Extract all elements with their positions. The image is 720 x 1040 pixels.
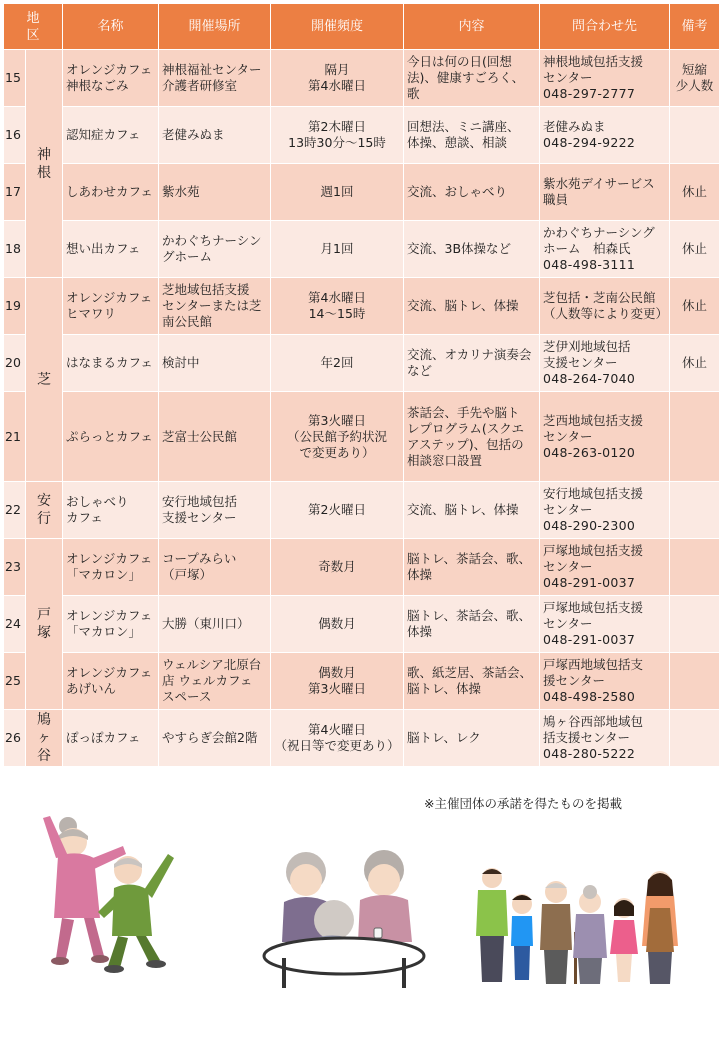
header-row	[4, 4, 720, 50]
remarks	[670, 335, 720, 392]
remarks-line: 休止	[681, 298, 707, 313]
content-line: 交流、3B体操など	[407, 241, 512, 256]
frequency-line: 第4火曜日	[308, 722, 366, 737]
cafe-name-line: あげいん	[66, 681, 117, 696]
venue-line: 支援センター	[162, 510, 237, 525]
cafe-name-line: 想い出カフェ	[66, 241, 141, 256]
content	[404, 653, 540, 710]
frequency	[271, 653, 404, 710]
cafe-name-line: オレンジカフェ	[66, 290, 153, 305]
cafe-name-line: ぽっぽカフェ	[66, 730, 141, 745]
district-kamine	[26, 50, 63, 278]
frequency-line: 偶数月	[318, 665, 356, 680]
venue-line: 老健みぬま	[162, 127, 225, 142]
table-row	[4, 482, 720, 539]
content	[404, 482, 540, 539]
cafe-name	[63, 164, 159, 221]
cafe-name	[63, 221, 159, 278]
frequency-line: 年2回	[320, 355, 354, 370]
contact-line: 戸塚西地域包括支	[543, 657, 644, 672]
table-row	[4, 392, 720, 482]
frequency-line: 第4水曜日	[308, 78, 366, 93]
contact	[540, 50, 670, 107]
cafe-name	[63, 335, 159, 392]
content	[404, 392, 540, 482]
remarks	[670, 653, 720, 710]
contact	[540, 653, 670, 710]
content	[404, 539, 540, 596]
venue-line: やすらぎ会館2階	[162, 730, 258, 745]
cafe-name-line: オレンジカフェ	[66, 551, 153, 566]
content-line: レプログラム(スクエ	[407, 420, 525, 436]
content-line: アステップ)、包括の	[407, 436, 524, 452]
content	[404, 221, 540, 278]
content	[404, 335, 540, 392]
contact-line: 神根地域包括支援	[543, 54, 644, 69]
remarks	[670, 221, 720, 278]
contact-line: 紫水苑デイサービス	[543, 176, 655, 191]
content-line: 体操、憩談、相談	[407, 135, 508, 150]
frequency-line: 14～15時	[308, 306, 366, 321]
venue	[159, 392, 271, 482]
row-number: 22	[4, 482, 26, 539]
district-label: 神根	[37, 146, 51, 181]
contact	[540, 107, 670, 164]
contact	[540, 539, 670, 596]
content-line: 脳トレ、茶話会、歌、	[407, 608, 532, 623]
contact	[540, 482, 670, 539]
contact-line: 048-263-0120	[543, 444, 636, 460]
contact-line: センター	[543, 428, 593, 444]
content-line: 脳トレ、レク	[407, 730, 481, 745]
venue-line: グホーム	[162, 249, 213, 264]
cafe-name	[63, 278, 159, 335]
content-line: 交流、脳トレ、体操	[407, 502, 519, 517]
table-row	[4, 335, 720, 392]
cafe-name	[63, 50, 159, 107]
district-label: 芝	[37, 371, 51, 388]
venue	[159, 335, 271, 392]
venue	[159, 50, 271, 107]
contact-line: 048-280-5222	[543, 746, 636, 761]
row-number: 25	[4, 653, 26, 710]
venue-line: ウェルシア北原台	[162, 657, 262, 672]
district-char: 行	[37, 511, 51, 527]
row-number: 21	[4, 392, 26, 482]
contact	[540, 710, 670, 767]
remarks-line: 少人数	[675, 78, 714, 93]
district-totsuka	[26, 539, 63, 710]
venue-line: 店 ウェルカフェ	[162, 673, 253, 688]
cafe-name-line: ヒマワリ	[66, 306, 117, 321]
frequency	[271, 335, 404, 392]
venue-line: 紫水苑	[162, 184, 200, 199]
contact-line: ホーム 柏森氏	[543, 241, 631, 256]
venue-line: 芝地域包括支援	[162, 282, 250, 297]
district-char: 安	[37, 493, 51, 509]
frequency-line: 13時30分～15時	[288, 135, 386, 150]
venue	[159, 221, 271, 278]
contact-line: 芝西地域包括支援	[543, 412, 644, 428]
venue	[159, 482, 271, 539]
cafe-name	[63, 539, 159, 596]
header-name: 名称	[63, 4, 159, 50]
footnote: ※主催団体の承諾を得たものを掲載	[424, 796, 622, 811]
venue	[159, 539, 271, 596]
cafe-name-line: おしゃべり	[66, 494, 129, 509]
contact-line: 048-290-2300	[543, 518, 636, 533]
frequency-line: 奇数月	[318, 559, 356, 574]
row-number: 23	[4, 539, 26, 596]
content	[404, 164, 540, 221]
cafe-name-line: しあわせカフェ	[66, 184, 153, 199]
cafe-name-line: 神根なごみ	[66, 78, 129, 93]
contact-line: 048-294-9222	[543, 135, 636, 150]
venue-line: 大勝（東川口）	[162, 616, 250, 631]
contact-line: 048-291-0037	[543, 575, 636, 590]
content-line: 歌、紙芝居、茶話会、	[407, 665, 533, 680]
contact-line: かわぐちナーシング	[543, 225, 655, 240]
contact-line: 括支援センター	[543, 730, 631, 745]
remarks-line: 休止	[681, 241, 707, 256]
cafe-name	[63, 653, 159, 710]
frequency	[271, 107, 404, 164]
frequency	[271, 278, 404, 335]
row-number: 18	[4, 221, 26, 278]
contact-line: 支援センター	[543, 355, 618, 370]
cafe-table	[3, 3, 720, 767]
contact	[540, 278, 670, 335]
cafe-name	[63, 482, 159, 539]
content-line: 法)、健康すごろく、歌	[407, 70, 525, 101]
content-line: 脳トレ、茶話会、歌、	[407, 551, 532, 566]
row-number: 16	[4, 107, 26, 164]
cafe-name-line: オレンジカフェ	[66, 62, 153, 77]
contact-line: 安行地域包括支援	[543, 486, 644, 501]
frequency	[271, 164, 404, 221]
table-row	[4, 50, 720, 107]
content-line: 交流、オカリナ演奏会	[407, 347, 532, 362]
contact-line: 芝伊刈地域包括	[543, 339, 631, 354]
frequency	[271, 482, 404, 539]
frequency	[271, 50, 404, 107]
contact-line: 048-291-0037	[543, 632, 636, 647]
content-line: 体操	[407, 624, 433, 639]
venue	[159, 710, 271, 767]
content-line: 交流、おしゃべり	[407, 184, 508, 199]
frequency	[271, 221, 404, 278]
frequency-line: 第3火曜日	[308, 412, 366, 428]
table-row	[4, 221, 720, 278]
cafe-name-line: 「マカロン」	[66, 567, 142, 582]
frequency-line: 偶数月	[318, 616, 356, 631]
remarks	[670, 50, 720, 107]
cafe-name-line: ぷらっとカフェ	[66, 428, 153, 444]
frequency	[271, 596, 404, 653]
remarks-line: 短縮	[681, 62, 707, 77]
cafe-name-line: はなまるカフェ	[66, 355, 153, 370]
venue	[159, 107, 271, 164]
district-char: ヶ	[37, 730, 51, 746]
frequency-line: 第3火曜日	[308, 681, 366, 696]
contact	[540, 335, 670, 392]
contact-line: センター	[543, 559, 593, 574]
venue-line: （戸塚）	[162, 567, 213, 582]
district-hatogaya	[26, 710, 63, 767]
table-row	[4, 539, 720, 596]
venue-line: 介護者研修室	[162, 78, 238, 93]
remarks	[670, 164, 720, 221]
contact-line: 戸塚地域包括支援	[543, 600, 644, 615]
cafe-name-line: カフェ	[66, 510, 103, 525]
contact	[540, 596, 670, 653]
remarks	[670, 710, 720, 767]
contact-line: センター	[543, 70, 593, 85]
elderly-tea-talk-illustration	[262, 842, 427, 992]
three-generation-family-illustration	[470, 862, 690, 987]
frequency-line: 第4水曜日	[308, 290, 366, 305]
contact-line: 048-264-7040	[543, 371, 636, 386]
contact-line: センター	[543, 616, 593, 631]
row-number: 20	[4, 335, 26, 392]
venue-line: スペース	[162, 689, 212, 704]
cafe-table-body	[4, 50, 720, 767]
remarks-line: 休止	[681, 355, 707, 370]
frequency-line: （公民館予約状況	[286, 428, 387, 444]
district-label: 戸塚	[37, 607, 51, 641]
contact-line: 職員	[543, 192, 569, 207]
content-line: 茶話会、手先や脳ト	[407, 404, 520, 420]
content-line: 交流、脳トレ、体操	[407, 298, 519, 313]
venue	[159, 596, 271, 653]
table-row	[4, 278, 720, 335]
cafe-name-line: 「マカロン」	[66, 624, 142, 639]
exercising-elderly-couple-illustration	[28, 808, 178, 973]
contact-line: 戸塚地域包括支援	[543, 543, 644, 558]
remarks	[670, 539, 720, 596]
venue-line: 南公民館	[162, 314, 213, 329]
header-content: 内容	[404, 4, 540, 50]
table-row	[4, 710, 720, 767]
venue-line: 検討中	[162, 355, 200, 370]
content-line: 脳トレ、体操	[407, 681, 482, 696]
remarks	[670, 107, 720, 164]
frequency	[271, 392, 404, 482]
venue-line: 安行地域包括	[162, 494, 238, 509]
header-district: 地区	[4, 4, 63, 50]
district-shiba	[26, 278, 63, 482]
frequency-line: （祝日等で変更あり）	[274, 738, 400, 753]
row-number: 26	[4, 710, 26, 767]
frequency-line: で変更あり）	[299, 444, 375, 460]
contact	[540, 164, 670, 221]
content	[404, 107, 540, 164]
content	[404, 710, 540, 767]
table-row	[4, 653, 720, 710]
cafe-name	[63, 107, 159, 164]
contact-line: 鳩ヶ谷西部地域包	[543, 714, 644, 729]
remarks-line: 休止	[681, 184, 707, 199]
frequency-line: 週1回	[320, 184, 354, 199]
content-line: 回想法、ミニ講座、	[407, 119, 520, 134]
content-line: 体操	[407, 567, 433, 582]
table-row	[4, 107, 720, 164]
row-number: 24	[4, 596, 26, 653]
table-row	[4, 164, 720, 221]
table-row	[4, 596, 720, 653]
frequency	[271, 539, 404, 596]
venue	[159, 653, 271, 710]
header-frequency: 開催頻度	[271, 4, 404, 50]
district-char: 谷	[37, 748, 51, 764]
row-number: 19	[4, 278, 26, 335]
frequency-line: 月1回	[320, 241, 354, 256]
cafe-name	[63, 710, 159, 767]
venue-line: かわぐちナーシン	[162, 233, 262, 248]
content	[404, 596, 540, 653]
remarks	[670, 278, 720, 335]
row-number: 15	[4, 50, 26, 107]
contact-line: （人数等により変更）	[543, 306, 669, 321]
contact-line: センター	[543, 502, 593, 517]
venue-line: コープみらい	[162, 551, 237, 566]
contact-line: 048-297-2777	[543, 86, 636, 101]
contact	[540, 392, 670, 482]
remarks	[670, 482, 720, 539]
content	[404, 278, 540, 335]
contact-line: 援センター	[543, 673, 606, 688]
frequency-line: 第2火曜日	[308, 502, 366, 517]
content-line: 今日は何の日(回想	[407, 54, 512, 69]
cafe-name	[63, 392, 159, 482]
frequency-line: 第2木曜日	[308, 119, 366, 134]
header-remarks: 備考	[670, 4, 720, 50]
row-number: 17	[4, 164, 26, 221]
header-contact: 問合わせ先	[540, 4, 670, 50]
venue	[159, 164, 271, 221]
contact	[540, 221, 670, 278]
contact-line: 048-498-2580	[543, 689, 636, 704]
venue-line: 芝富士公民館	[162, 428, 238, 444]
content-line: など	[407, 363, 433, 378]
frequency-line: 隔月	[324, 62, 350, 77]
contact-line: 芝包括・芝南公民館	[543, 290, 656, 305]
contact-line: 老健みぬま	[543, 119, 606, 134]
frequency	[271, 710, 404, 767]
content	[404, 50, 540, 107]
remarks	[670, 392, 720, 482]
remarks	[670, 596, 720, 653]
cafe-name-line: オレンジカフェ	[66, 608, 153, 623]
venue-line: 神根福祉センター	[162, 62, 262, 77]
district-char: 鳩	[37, 712, 51, 728]
header-venue: 開催場所	[159, 4, 271, 50]
content-line: 相談窓口設置	[407, 452, 483, 468]
venue-line: センターまたは芝	[162, 298, 262, 313]
district-angyo	[26, 482, 63, 539]
contact-line: 048-498-3111	[543, 257, 636, 272]
cafe-name-line: 認知症カフェ	[66, 127, 141, 142]
cafe-name	[63, 596, 159, 653]
cafe-name-line: オレンジカフェ	[66, 665, 153, 680]
venue	[159, 278, 271, 335]
